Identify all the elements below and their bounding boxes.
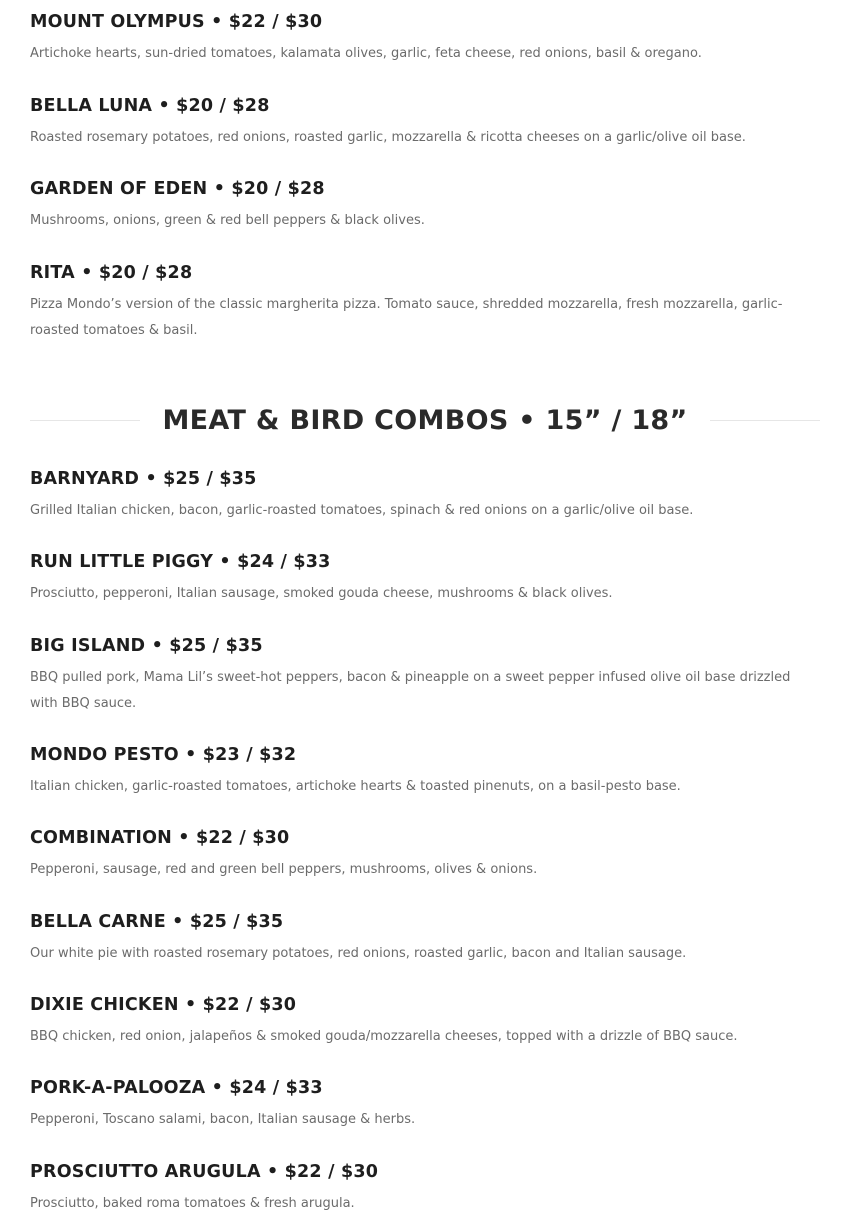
menu-item-dixie-chicken [30, 994, 820, 1050]
menu-item-title: MOUNT OLYMPUS • $22 / $30 [30, 12, 323, 32]
menu-item-title: DIXIE CHICKEN • $22 / $30 [30, 995, 297, 1015]
section-divider-left [30, 420, 140, 421]
menu-item-description: Pizza Mondo’s version of the classic margherita pizza. Tomato sauce, shredded mozzarella, fresh mozzarella, garlic-roasted tomatoes & basil. [30, 297, 783, 338]
menu-item-bella-carne [30, 911, 820, 967]
menu-item-combination [30, 827, 820, 883]
menu-item-description: Italian chicken, garlic-roasted tomatoes, artichoke hearts & toasted pinenuts, on a basil-pesto base. [30, 779, 681, 794]
menu-item-description: Prosciutto, pepperoni, Italian sausage, smoked gouda cheese, mushrooms & black olives. [30, 586, 613, 601]
menu-item-title: RITA • $20 / $28 [30, 263, 193, 283]
menu-item-title: BIG ISLAND • $25 / $35 [30, 636, 263, 656]
menu-item-prosciutto-arugula [30, 1161, 820, 1217]
menu-item-title: PROSCIUTTO ARUGULA • $22 / $30 [30, 1162, 379, 1182]
menu-item-pork-a-palooza [30, 1077, 820, 1133]
menu-item-description: BBQ pulled pork, Mama Lil’s sweet-hot peppers, bacon & pineapple on a sweet pepper infused olive oil base drizzled with BBQ sauce. [30, 670, 791, 711]
menu-item-run-little-piggy [30, 551, 820, 607]
menu-item-title: GARDEN OF EDEN • $20 / $28 [30, 179, 325, 199]
section-title: MEAT & BIRD COMBOS • 15” / 18” [162, 404, 688, 436]
menu-item-description: Artichoke hearts, sun-dried tomatoes, kalamata olives, garlic, feta cheese, red onions, basil & oregano. [30, 46, 702, 61]
menu-item-description: BBQ chicken, red onion, jalapeños & smoked gouda/mozzarella cheeses, topped with a drizzle of BBQ sauce. [30, 1029, 738, 1044]
menu-item-garden-of-eden [30, 178, 820, 234]
menu-item-description: Our white pie with roasted rosemary potatoes, red onions, roasted garlic, bacon and Italian sausage. [30, 946, 687, 961]
menu-item-title: BARNYARD • $25 / $35 [30, 469, 257, 489]
menu-item-mondo-pesto [30, 744, 820, 800]
menu-item-description: Prosciutto, baked roma tomatoes & fresh arugula. [30, 1196, 355, 1211]
menu-item-bella-luna [30, 95, 820, 151]
menu-item-description: Pepperoni, Toscano salami, bacon, Italian sausage & herbs. [30, 1112, 416, 1127]
menu-item-big-island [30, 635, 820, 717]
section-header [30, 400, 820, 440]
menu-item-barnyard [30, 468, 820, 524]
menu-item-title: BELLA CARNE • $25 / $35 [30, 912, 284, 932]
menu-item-description: Mushrooms, onions, green & red bell peppers & black olives. [30, 213, 425, 228]
menu-item-title: MONDO PESTO • $23 / $32 [30, 745, 297, 765]
menu-item-mount-olympus [30, 11, 820, 67]
menu-item-description: Roasted rosemary potatoes, red onions, roasted garlic, mozzarella & ricotta cheeses on a garlic/olive oil base. [30, 130, 746, 145]
menu-item-title: COMBINATION • $22 / $30 [30, 828, 290, 848]
menu-item-description: Grilled Italian chicken, bacon, garlic-roasted tomatoes, spinach & red onions on a garlic/olive oil base. [30, 503, 694, 518]
menu-item-title: BELLA LUNA • $20 / $28 [30, 96, 270, 116]
menu-item-description: Pepperoni, sausage, red and green bell peppers, mushrooms, olives & onions. [30, 862, 538, 877]
menu-item-title: RUN LITTLE PIGGY • $24 / $33 [30, 552, 331, 572]
menu-item-rita [30, 262, 820, 344]
section-divider-right [710, 420, 820, 421]
menu-item-title: PORK-A-PALOOZA • $24 / $33 [30, 1078, 323, 1098]
